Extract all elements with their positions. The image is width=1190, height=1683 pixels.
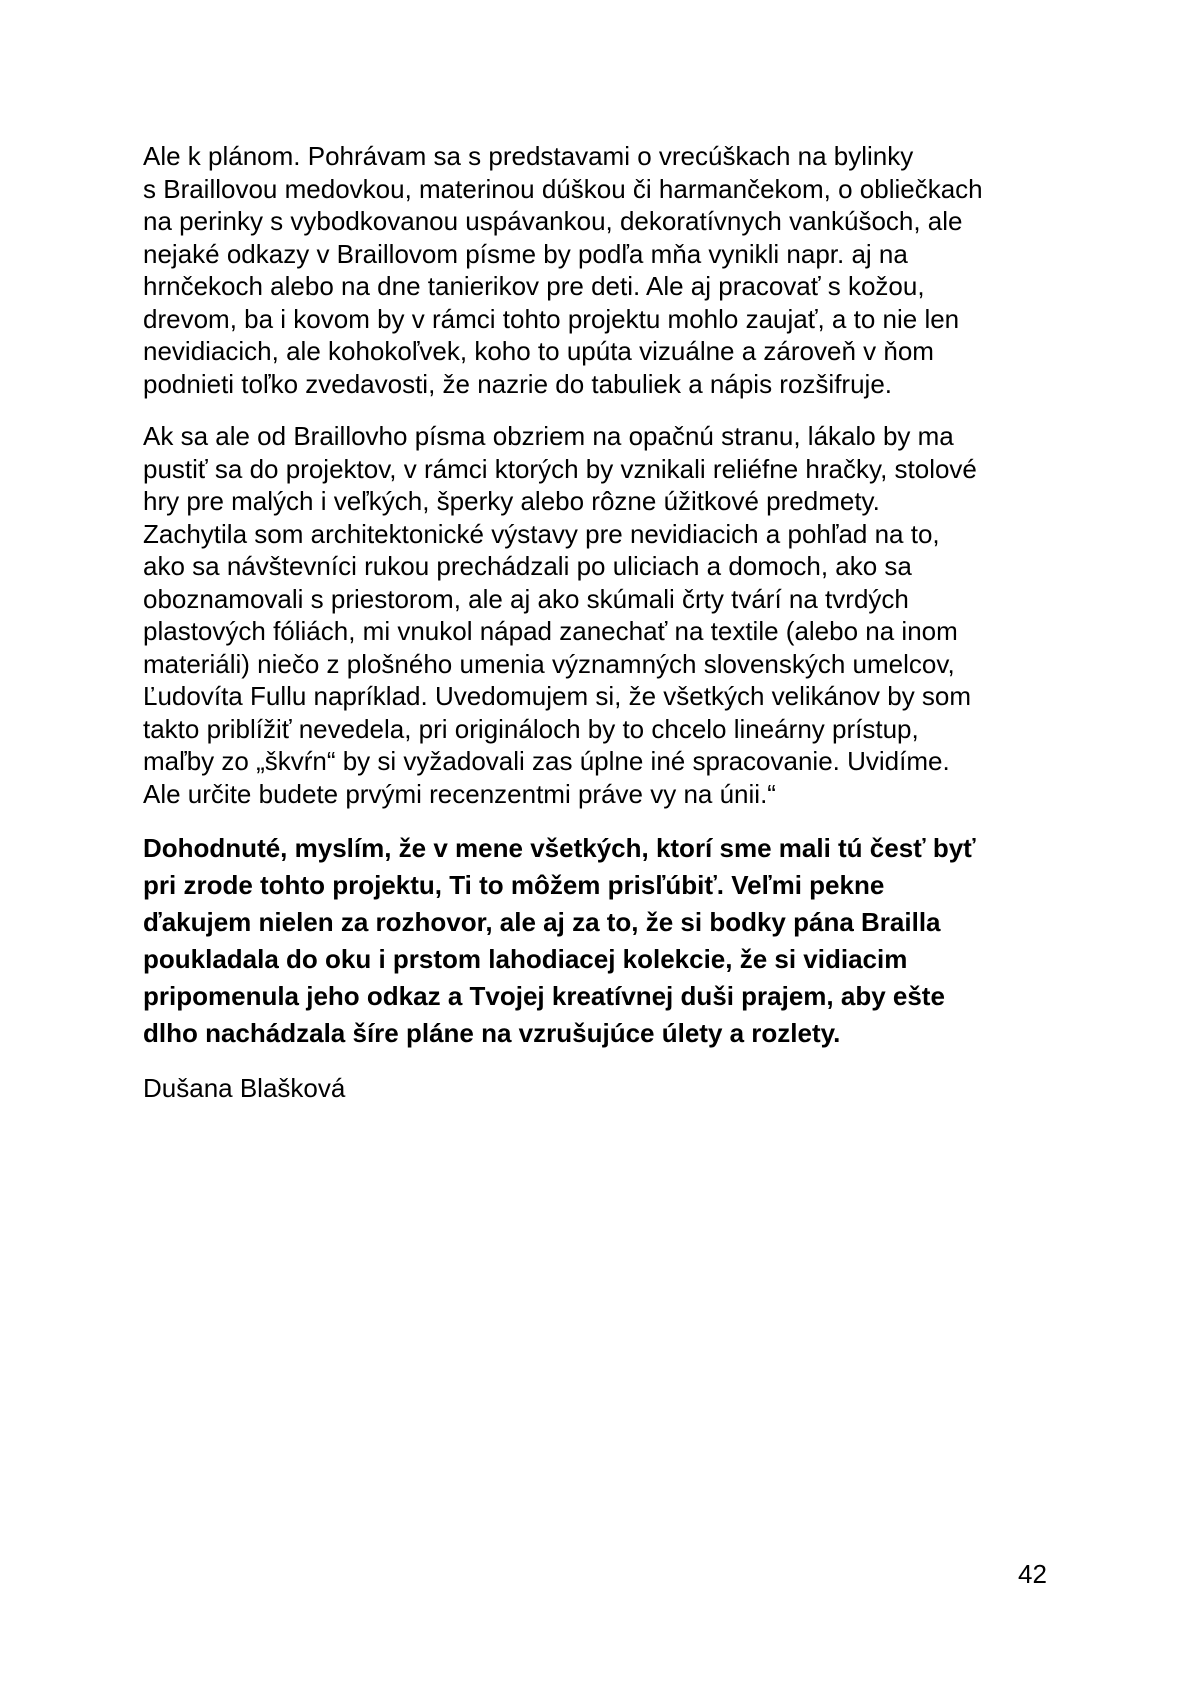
text-line: pri zrode tohto projektu, Ti to môžem prisľúbiť. Veľmi pekne <box>143 870 885 900</box>
text-line: takto priblížiť nevedela, pri origináloch by to chcelo lineárny prístup, <box>143 713 919 744</box>
text-line: drevom, ba i kovom by v rámci tohto projektu mohlo zaujať, a to nie len <box>143 303 960 334</box>
text-line: Ale k plánom. Pohrávam sa s predstavami o vrecúškach na bylinky <box>143 141 914 171</box>
text-line: Zachytila som architektonické výstavy pre nevidiacich a pohľad na to, <box>143 518 940 549</box>
text-line: dlho nachádzala šíre pláne na vzrušujúce úlety a rozlety. <box>143 1018 841 1048</box>
page-number: 42 <box>1018 1559 1047 1589</box>
text-line: s Braillovou medovkou, materinou dúškou či harmančekom, o obliečkach <box>143 173 983 204</box>
text-line: Ľudovíta Fullu napríklad. Uvedomujem si, že všetkých velikánov by som <box>143 681 972 711</box>
text-line: hry pre malých i veľkých, šperky alebo rôzne úžitkové predmety. <box>143 486 880 516</box>
paragraph-closing-bold <box>143 830 1063 1052</box>
text-line: oboznamovali s priestorom, ale aj ako skúmali črty tvárí na tvrdých <box>143 583 909 614</box>
text-line: plastových fóliách, mi vnukol nápad zanechať na textile (alebo na inom <box>143 616 958 646</box>
paragraph-plans <box>143 140 1063 400</box>
author-signature <box>143 1072 1063 1105</box>
article-body <box>143 140 1063 1105</box>
text-line: hrnčekoch alebo na dne tanierikov pre deti. Ale aj pracovať s kožou, <box>143 271 925 301</box>
text-line: na perinky s vybodkovanou uspávankou, dekoratívnych vankúšoch, ale <box>143 206 963 236</box>
text-line: nejaké odkazy v Braillovom písme by podľa mňa vynikli napr. aj na <box>143 238 908 269</box>
text-line: maľby zo „škvŕn“ by si vyžadovali zas úplne iné spracovanie. Uvidíme. <box>143 746 950 776</box>
text-line: podnieti toľko zvedavosti, že nazrie do tabuliek a nápis rozšifruje. <box>143 368 892 399</box>
author-name: Dušana Blašková <box>143 1073 346 1103</box>
text-line: pustiť sa do projektov, v rámci ktorých by vznikali reliéfne hračky, stolové <box>143 453 977 484</box>
paragraph-projects <box>143 420 1063 810</box>
text-line: poukladala do oku i prstom lahodiacej kolekcie, že si vidiacim <box>143 944 908 974</box>
text-line: Ak sa ale od Braillovho písma obzriem na opačnú stranu, lákalo by ma <box>143 421 954 451</box>
text-line: Ale určite budete prvými recenzentmi práve vy na únii.“ <box>143 778 776 809</box>
text-line: materiáli) niečo z plošného umenia významných slovenských umelcov, <box>143 648 955 679</box>
text-line: nevidiacich, ale kohokoľvek, koho to upúta vizuálne a zároveň v ňom <box>143 336 934 366</box>
text-line: pripomenula jeho odkaz a Tvojej kreatívnej duši prajem, aby ešte <box>143 981 945 1011</box>
text-line: ako sa návštevníci rukou prechádzali po uliciach a domoch, ako sa <box>143 551 912 581</box>
text-line: ďakujem nielen za rozhovor, ale aj za to, že si bodky pána Brailla <box>143 907 941 937</box>
text-line: Dohodnuté, myslím, že v mene všetkých, ktorí sme mali tú česť byť <box>143 833 976 863</box>
